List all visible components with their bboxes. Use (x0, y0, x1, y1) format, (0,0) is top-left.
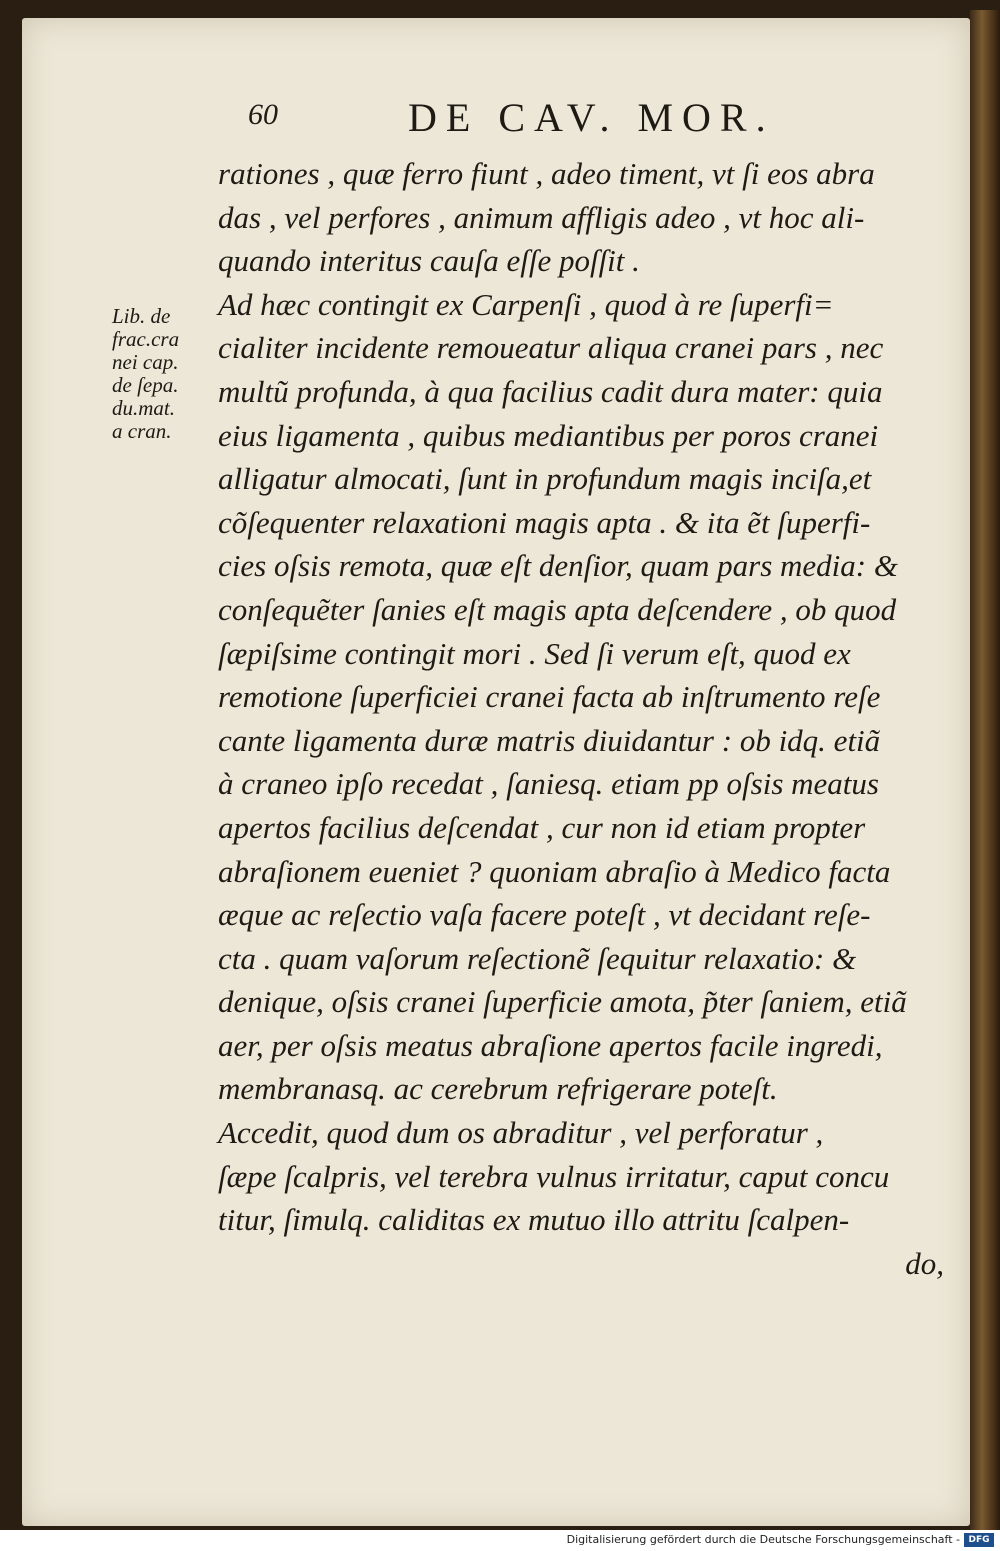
text-line: apertos facilius deſcendat , cur non id etiam propter (218, 809, 866, 845)
margin-note-line: du.mat. (112, 396, 175, 420)
text-line: Accedit, quod dum os abraditur , vel perforatur , (218, 1115, 824, 1151)
text-line: cta . quam vaſorum reſectionẽ ſequitur relaxatio: & (218, 940, 857, 976)
text-line: ſæpiſsime contingit mori . Sed ſi verum eſt, quod ex (218, 635, 851, 671)
text-line: remotione ſuperficiei cranei facta ab inſtrumento reſe (218, 679, 881, 715)
text-line: cies oſsis remota, quæ eſt denſior, quam pars media: & (218, 548, 898, 584)
margin-note-line: a cran. (112, 419, 172, 443)
text-line: conſequẽter ſanies eſt magis apta deſcendere , ob quod (218, 591, 897, 627)
margin-note-line: frac.cra (112, 327, 180, 351)
dfg-logo: DFG (964, 1533, 994, 1547)
page-number: 60 (248, 98, 278, 131)
text-line: cante ligamenta duræ matris diuidantur : ob idq. etiã (218, 722, 881, 758)
catchword: do, (905, 1245, 944, 1281)
text-line: membranasq. ac cerebrum refrigerare poteſt. (218, 1071, 778, 1107)
text-line: abraſionem eueniet ? quoniam abraſio à Medico facta (218, 853, 891, 889)
funding-credit: Digitalisierung gefördert durch die Deutsche Forschungsgemeinschaft - (566, 1533, 960, 1546)
text-line: alligatur almocati, ſunt in profundum magis inciſa,et (218, 461, 872, 497)
text-line: Ad hæc contingit ex Carpenſi , quod à re ſuperfi= (218, 286, 834, 322)
body-text (218, 152, 944, 1285)
margin-note-line: Lib. de (112, 304, 171, 328)
margin-note-line: nei cap. (112, 350, 179, 374)
margin-note-line: de ſepa. (112, 373, 179, 397)
text-line: multũ profunda, à qua facilius cadit dura mater: quia (218, 373, 883, 409)
book-edge (970, 10, 1000, 1530)
text-line: æque ac reſectio vaſa facere poteſt , vt decidant reſe- (218, 897, 871, 933)
text-line: rationes , quæ ferro fiunt , adeo timent, vt ſi eos abra (218, 156, 875, 191)
page-header (0, 88, 1000, 148)
text-line: quando interitus cauſa eſſe poſſit . (218, 243, 640, 279)
text-line: à craneo ipſo recedat , ſaniesq. etiam pp oſsis meatus (218, 766, 879, 802)
text-line: ſæpe ſcalpris, vel terebra vulnus irritatur, caput concu (218, 1158, 890, 1194)
text-line: cialiter incidente remoueatur aliqua cranei pars , nec (218, 330, 884, 366)
text-line: das , vel perfores , animum affligis adeo , vt hoc ali- (218, 199, 865, 235)
margin-note (112, 305, 222, 443)
text-line: titur, ſimulq. caliditas ex mutuo illo attritu ſcalpen- (218, 1202, 850, 1238)
text-line: denique, oſsis cranei ſuperficie amota, p̃ter ſaniem, etiã (218, 984, 907, 1020)
text-line: cõſequenter relaxationi magis apta . & ita ẽt ſuperfi- (218, 504, 871, 540)
text-line: eius ligamenta , quibus mediantibus per poros cranei (218, 417, 879, 453)
text-line: aer, per oſsis meatus abraſione apertos facile ingredi, (218, 1027, 883, 1063)
running-title: DE CAV. MOR. (408, 95, 775, 140)
digitization-footer (0, 1530, 1000, 1551)
